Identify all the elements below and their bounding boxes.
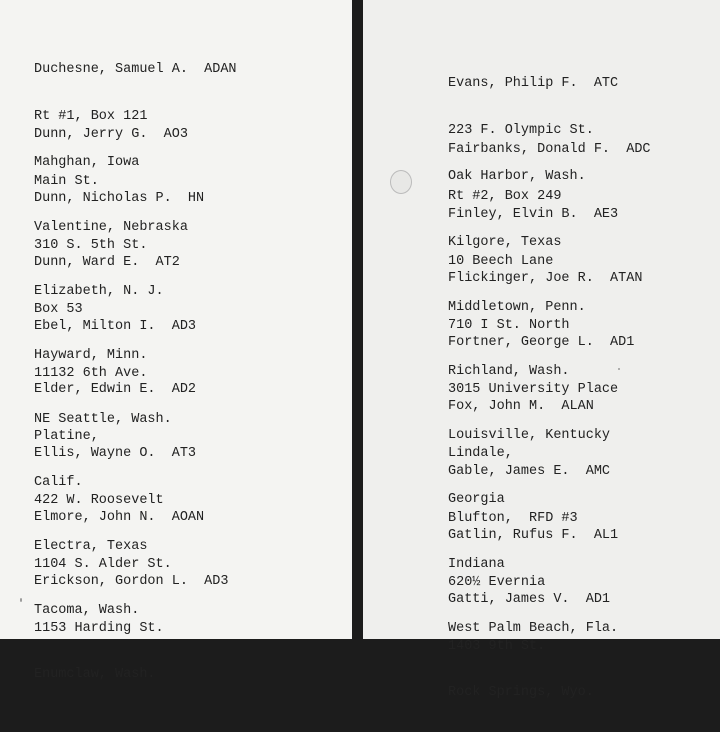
entry-name: Fox, John M. ALAN: [448, 399, 594, 414]
entry-line: Rt #2, Box 249: [448, 188, 562, 204]
entry-line: Platine,: [34, 428, 99, 444]
entry-line: Kilgore, Texas: [448, 235, 562, 250]
entry-name: Elder, Edwin E. AD2: [34, 382, 197, 397]
entry-line: Oak Harbor, Wash.: [448, 169, 586, 184]
entry-line: 422 W. Roosevelt: [34, 492, 164, 508]
entry-line: 223 F. Olympic St.: [448, 122, 594, 138]
entry-line: Richland, Wash.: [448, 364, 570, 379]
entry-name: Fairbanks, Donald F. ADC: [448, 142, 651, 157]
entry-line: Box 53: [34, 301, 83, 317]
entry-name: Gable, James E. AMC: [448, 464, 611, 479]
entry-name: Dunn, Jerry G. AO3: [34, 127, 188, 142]
entry-line: Hayward, Minn.: [34, 348, 148, 363]
entry-line: 11132 6th Ave.: [34, 365, 148, 381]
paper-speck: [618, 368, 620, 370]
entry-line: 1104 S. Alder St.: [34, 556, 172, 572]
entry-name: Ellis, Wayne O. AT3: [34, 446, 197, 461]
address-entry: [34, 543, 228, 714]
entry-name: Elmore, John N. AOAN: [34, 510, 205, 525]
entry-name: Erickson, Gordon L. AD3: [34, 574, 229, 589]
entry-line: 3015 University Place: [448, 381, 619, 397]
left-page: [0, 0, 352, 682]
entry-line: NE Seattle, Wash.: [34, 412, 172, 427]
entry-line: Tacoma, Wash.: [34, 603, 140, 618]
entry-name: Gatlin, Rufus F. AL1: [448, 528, 619, 543]
entry-line: Enumclaw, Wash.: [34, 667, 156, 682]
entry-line: Calif.: [34, 475, 83, 490]
entry-name: Evans, Philip F. ATC: [448, 76, 619, 91]
entry-line: Rock Springs, Wyo.: [448, 685, 594, 700]
entry-line: Valentine, Nebraska: [34, 220, 188, 235]
entry-line: 310 S. 5th St.: [34, 237, 148, 253]
entry-line: Mahghan, Iowa: [34, 155, 140, 170]
entry-line: 620½ Evernia: [448, 574, 546, 590]
entry-line: Main St.: [34, 173, 99, 189]
entry-line: 710 I St. North: [448, 317, 570, 333]
entry-line: Indiana: [448, 557, 505, 572]
entry-name: Dunn, Nicholas P. HN: [34, 191, 205, 206]
address-entry: [448, 561, 610, 732]
entry-line: West Palm Beach, Fla.: [448, 621, 619, 636]
right-page: [363, 0, 720, 700]
entry-name: Duchesne, Samuel A. ADAN: [34, 62, 237, 77]
entry-line: Lindale,: [448, 445, 513, 461]
entry-line: 10 Beech Lane: [448, 253, 554, 269]
entry-line: Rt #1, Box 121: [34, 108, 148, 124]
entry-name: Fortner, George L. AD1: [448, 335, 635, 350]
entry-line: Georgia: [448, 492, 505, 507]
punch-hole: [390, 170, 412, 194]
entry-line: Middletown, Penn.: [448, 300, 586, 315]
paper-speck: [20, 598, 22, 602]
entry-name: Ebel, Milton I. AD3: [34, 319, 197, 334]
entry-line: Electra, Texas: [34, 539, 148, 554]
entry-line: Elizabeth, N. J.: [34, 284, 164, 299]
entry-line: Louisville, Kentucky: [448, 428, 611, 443]
entry-name: Dunn, Ward E. AT2: [34, 255, 180, 270]
entry-name: Finley, Elvin B. AE3: [448, 207, 619, 222]
entry-line: 1153 Harding St.: [34, 620, 164, 636]
entry-name: Flickinger, Joe R. ATAN: [448, 271, 643, 286]
entry-line: Blufton, RFD #3: [448, 510, 578, 526]
entry-line: 1403 9th St.: [448, 638, 546, 654]
entry-name: Gatti, James V. AD1: [448, 592, 611, 607]
